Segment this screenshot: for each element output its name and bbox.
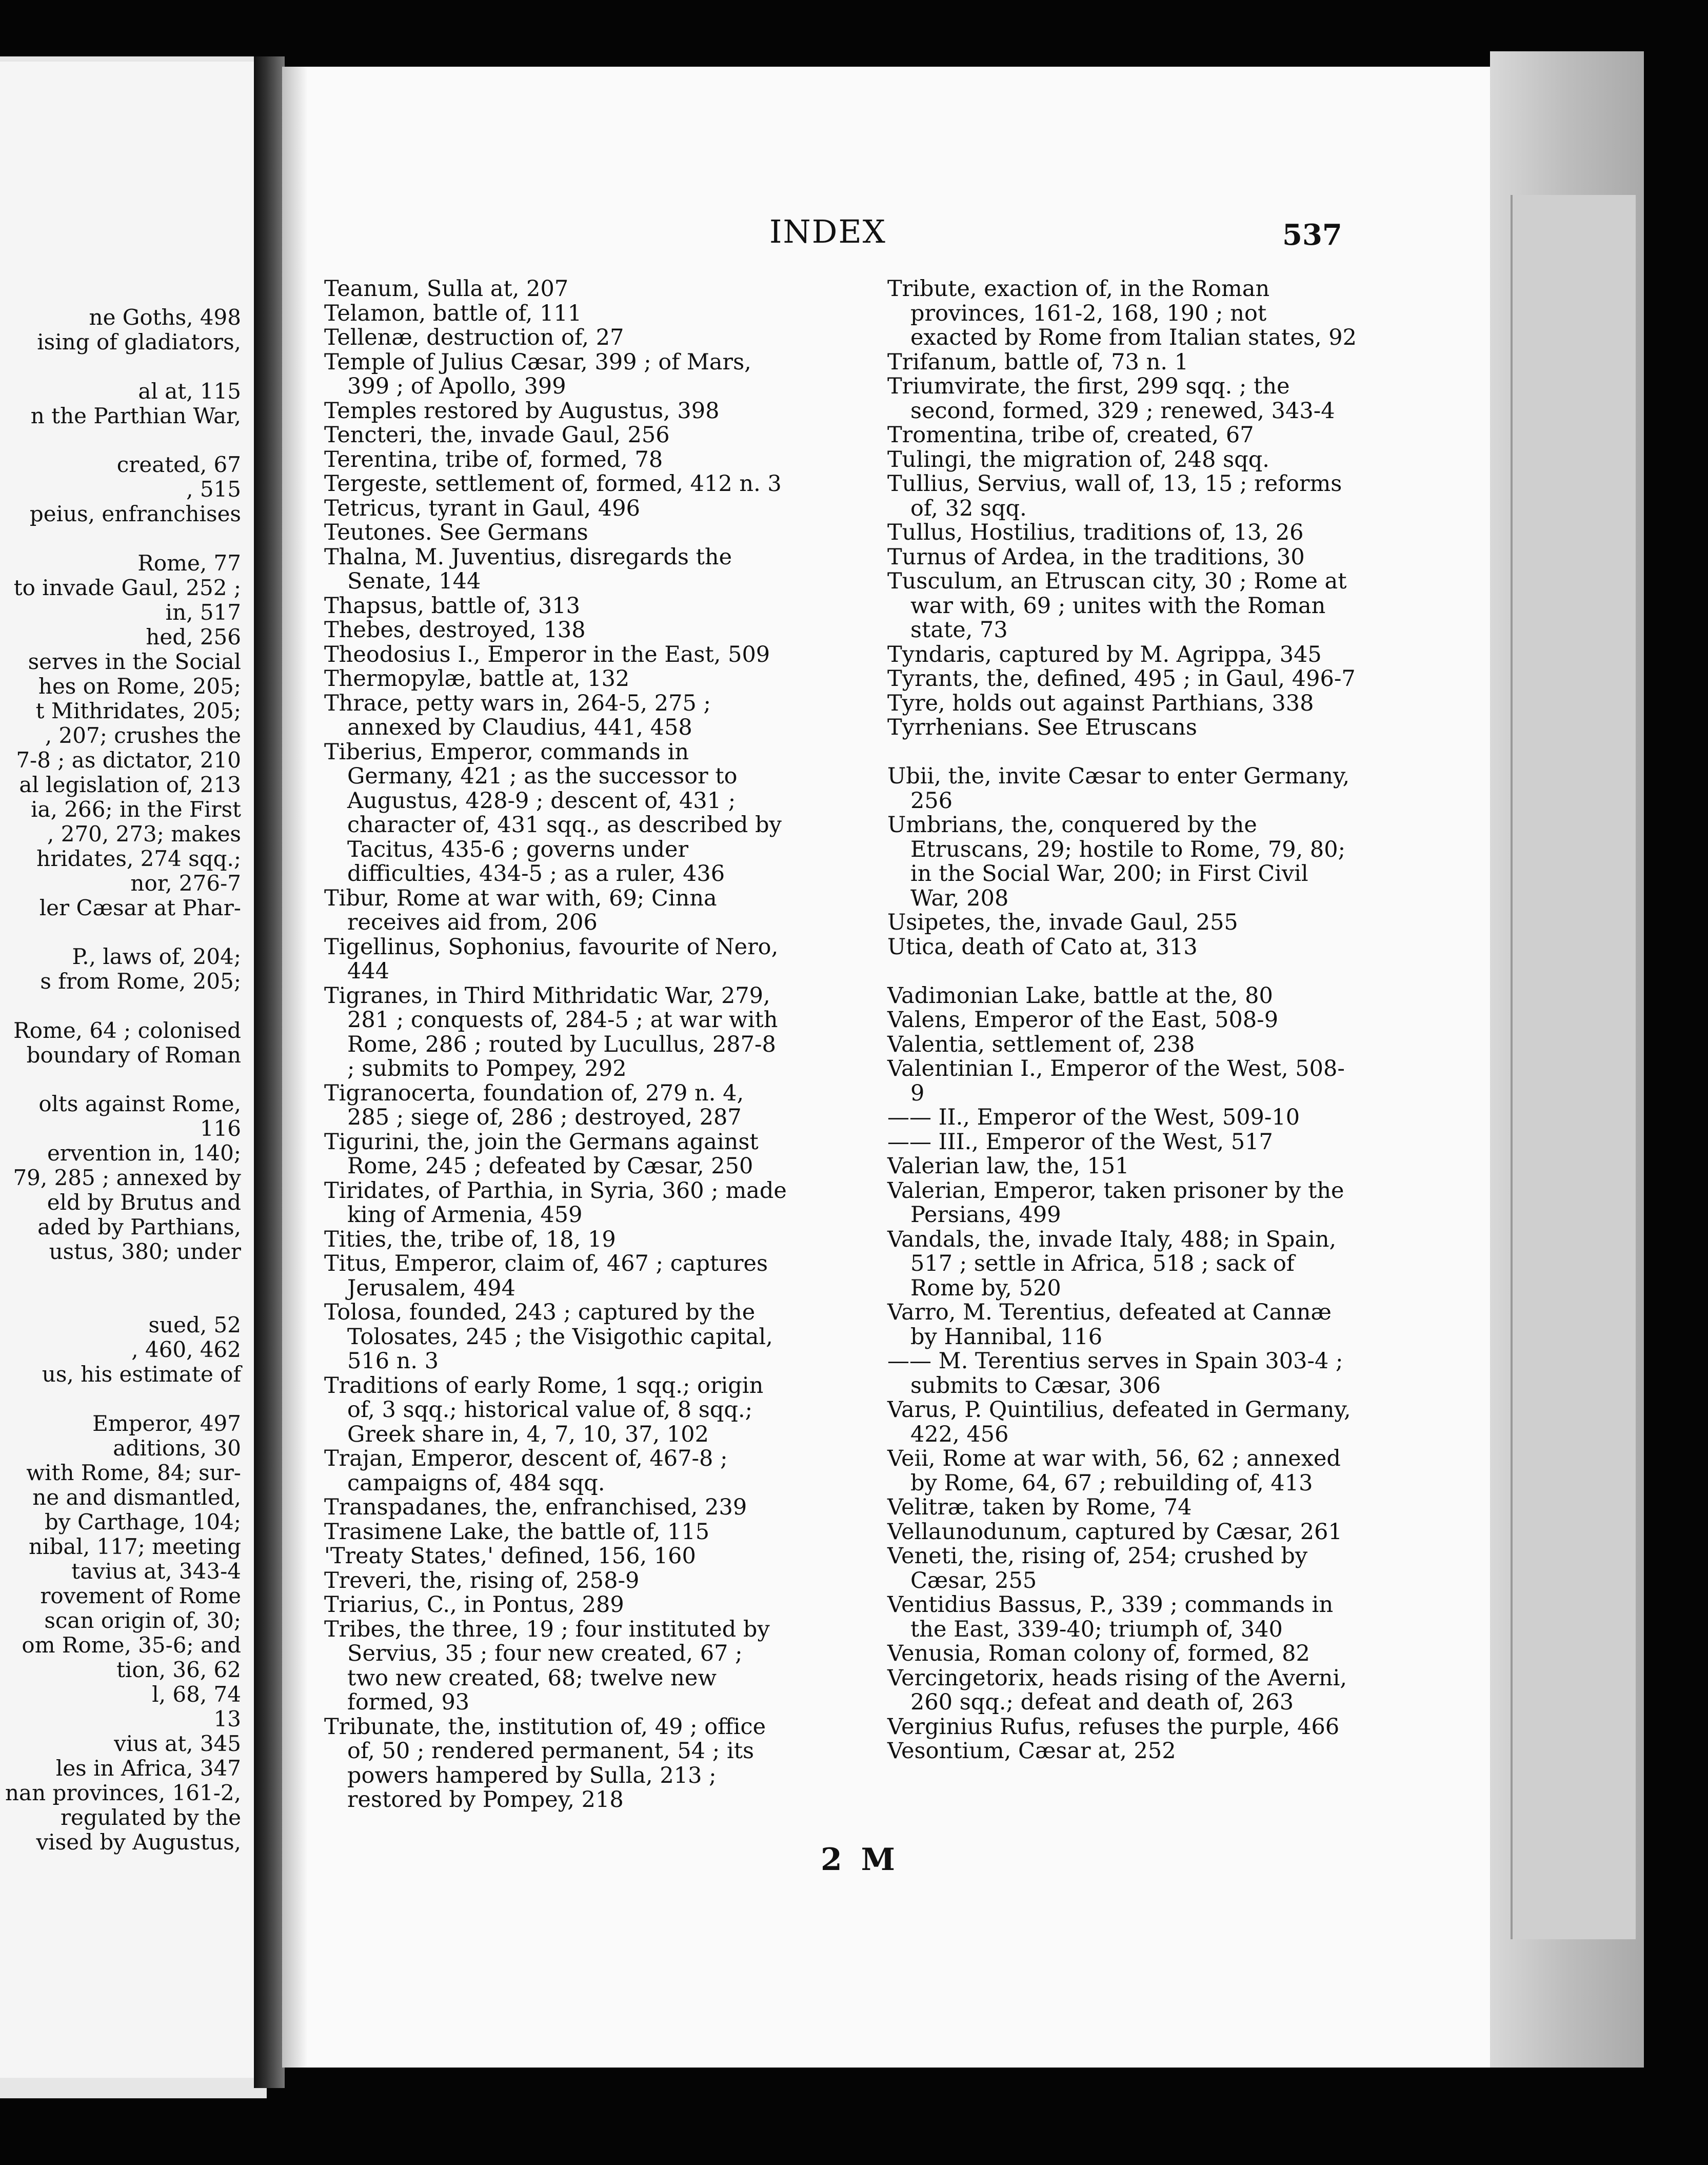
- facing-page-line: ervention in, 140;: [47, 1140, 241, 1166]
- index-entry: Temples restored by Augustus, 398: [324, 398, 720, 424]
- facing-page-line: created, 67: [116, 452, 241, 477]
- index-entry: Varus, P. Quintilius, defeated in Germany, 422, 456: [887, 1397, 1351, 1447]
- index-entry: Treveri, the, rising of, 258-9: [324, 1567, 640, 1593]
- index-column-right: [887, 277, 1357, 1764]
- page-header: [769, 213, 1342, 254]
- facing-page-line: nibal, 117; meeting: [29, 1533, 241, 1559]
- facing-page-line: to invade Gaul, 252 ;: [13, 575, 241, 600]
- facing-page-line: nor, 276-7: [130, 870, 241, 896]
- facing-page-line: l, 68, 74: [152, 1681, 241, 1707]
- index-column-left: [324, 277, 788, 1813]
- facing-page-line: s from Rome, 205;: [40, 969, 241, 994]
- entry-gap: [0, 1387, 241, 1411]
- index-entry: Trajan, Emperor, descent of, 467-8 ; campaigns of, 484 sqq.: [324, 1446, 728, 1496]
- facing-page-line: Emperor, 497: [92, 1410, 241, 1436]
- facing-page-line: 79, 285 ; annexed by: [13, 1165, 241, 1190]
- facing-page-line: al legislation of, 213: [19, 772, 241, 797]
- facing-page-line: scan origin of, 30;: [44, 1607, 241, 1633]
- facing-page-line: n the Parthian War,: [30, 403, 241, 428]
- facing-page-line: nan provinces, 161-2,: [5, 1780, 241, 1805]
- index-entry: Valentinian I., Emperor of the West, 508-9: [887, 1056, 1345, 1106]
- page-shadow: [282, 67, 308, 2068]
- index-entry: Tulingi, the migration of, 248 sqq.: [887, 446, 1269, 473]
- running-title: INDEX: [769, 213, 886, 250]
- index-entry: Veii, Rome at war with, 56, 62 ; annexed by Rome, 64, 67 ; rebuilding of, 413: [887, 1446, 1341, 1496]
- facing-page-line: ustus, 380; under: [49, 1239, 241, 1264]
- index-entry: Tyrants, the, defined, 495 ; in Gaul, 496-7: [887, 666, 1356, 692]
- index-entry: Tiberius, Emperor, commands in Germany, 421 ; as the successor to Augustus, 428-9 ; descent of, 431 ; character of, 431 sqq., as described by Tacitus, 435-6 ; governs under difficulties, 434-5 ; as a ruler, 436: [324, 739, 782, 887]
- index-entry: Titus, Emperor, claim of, 467 ; captures Jerusalem, 494: [324, 1251, 768, 1301]
- facing-page-line: vius at, 345: [114, 1730, 241, 1756]
- index-entry: Triumvirate, the first, 299 sqq. ; the second, formed, 329 ; renewed, 343-4: [887, 373, 1335, 424]
- facing-page-line: with Rome, 84; sur-: [26, 1460, 241, 1485]
- index-entry: Thebes, destroyed, 138: [324, 617, 586, 643]
- index-entry: Tullius, Servius, wall of, 13, 15 ; reforms of, 32 sqq.: [887, 471, 1342, 521]
- facing-page-line: aditions, 30: [113, 1435, 241, 1461]
- page-number: 537: [1282, 218, 1342, 252]
- facing-page-text: [0, 305, 241, 1855]
- index-entry: Tyre, holds out against Parthians, 338: [887, 690, 1314, 716]
- index-entry: Thalna, M. Juventius, disregards the Senate, 144: [324, 544, 732, 594]
- index-entry: Tigurini, the, join the Germans against Rome, 245 ; defeated by Cæsar, 250: [324, 1129, 759, 1179]
- index-entry: —— II., Emperor of the West, 509-10: [887, 1105, 1300, 1130]
- facing-page-line: sued, 52: [148, 1312, 241, 1337]
- index-entry: Umbrians, the, conquered by the Etruscans, 29; hostile to Rome, 79, 80; in the Social War, 200; in First Civil War, 208: [887, 812, 1346, 911]
- index-entry: Tusculum, an Etruscan city, 30 ; Rome at war with, 69 ; unites with the Roman state, 73: [887, 568, 1347, 643]
- index-entry: Traditions of early Rome, 1 sqq.; origin of, 3 sqq.; historical value of, 8 sqq.; Greek share in, 4, 7, 10, 37, 102: [324, 1372, 764, 1447]
- entry-gap: [0, 428, 241, 453]
- index-entry: Tribute, exaction of, in the Roman provinces, 161-2, 168, 190 ; not exacted by Rome from Italian states, 92: [887, 276, 1357, 350]
- index-entry: Tellenæ, destruction of, 27: [324, 325, 624, 350]
- facing-page-line: , 270, 273; makes: [47, 821, 241, 847]
- index-entry: Thermopylæ, battle at, 132: [324, 666, 630, 692]
- book-board: [1511, 195, 1636, 1939]
- facing-page-line: olts against Rome,: [38, 1091, 241, 1116]
- index-entry: Tibur, Rome at war with, 69; Cinna receives aid from, 206: [324, 885, 717, 935]
- facing-page-line: ne Goths, 498: [89, 305, 241, 330]
- index-entry: Tribunate, the, institution of, 49 ; office of, 50 ; rendered permanent, 54 ; its powers hampered by Sulla, 213 ; restored by Pompey, 218: [324, 1714, 766, 1813]
- facing-page-line: , 460, 462: [131, 1337, 241, 1362]
- facing-page-line: tion, 36, 62: [116, 1657, 241, 1682]
- facing-page-line: Rome, 64 ; colonised: [13, 1017, 241, 1043]
- facing-page-line: ising of gladiators,: [37, 329, 241, 355]
- facing-page-line: ia, 266; in the First: [31, 796, 241, 822]
- entry-gap: [887, 959, 1357, 984]
- facing-page-line: , 207; crushes the: [45, 722, 241, 748]
- index-entry: Transpadanes, the, enfranchised, 239: [324, 1494, 747, 1520]
- facing-page-line: rovement of Rome: [40, 1583, 241, 1608]
- facing-page-line: vised by Augustus,: [36, 1829, 241, 1855]
- index-entry: Temple of Julius Cæsar, 399 ; of Mars, 399 ; of Apollo, 399: [324, 349, 751, 399]
- index-entry: Tullus, Hostilius, traditions of, 13, 26: [887, 520, 1304, 545]
- entry-gap: [0, 1289, 241, 1313]
- index-entry: Utica, death of Cato at, 313: [887, 934, 1198, 960]
- index-entry: Vesontium, Cæsar at, 252: [887, 1738, 1176, 1764]
- facing-page-line: les in Africa, 347: [55, 1755, 241, 1781]
- facing-page-line: 13: [213, 1706, 241, 1731]
- index-entry: Velitræ, taken by Rome, 74: [887, 1494, 1192, 1520]
- index-entry: Tigranocerta, foundation of, 279 n. 4, 285 ; siege of, 286 ; destroyed, 287: [324, 1080, 744, 1130]
- facing-page-line: Rome, 77: [137, 550, 241, 576]
- index-entry: Tribes, the three, 19 ; four instituted by Servius, 35 ; four new created, 67 ; two new created, 68; twelve new formed, 93: [324, 1616, 770, 1715]
- index-entry: Thrace, petty wars in, 264-5, 275 ; annexed by Claudius, 441, 458: [324, 690, 711, 740]
- facing-page-line: om Rome, 35-6; and: [22, 1632, 241, 1658]
- index-entry: Tromentina, tribe of, created, 67: [887, 422, 1254, 448]
- facing-page: [0, 62, 254, 2078]
- entry-gap: [0, 994, 241, 1018]
- index-entry: Vadimonian Lake, battle at the, 80: [887, 982, 1273, 1009]
- index-entry: Veneti, the, rising of, 254; crushed by Cæsar, 255: [887, 1543, 1308, 1593]
- book-gutter: [254, 56, 285, 2088]
- facing-page-line: ne and dismantled,: [32, 1484, 241, 1510]
- facing-page-line: by Carthage, 104;: [45, 1509, 241, 1534]
- index-entry: Valens, Emperor of the East, 508-9: [887, 1007, 1279, 1033]
- index-entry: Tigellinus, Sophonius, favourite of Nero, 444: [324, 934, 779, 984]
- index-entry: Vellaunodunum, captured by Cæsar, 261: [887, 1519, 1342, 1545]
- index-entry: Thapsus, battle of, 313: [324, 593, 580, 619]
- index-entry: —— M. Terentius serves in Spain 303-4 ; submits to Cæsar, 306: [887, 1348, 1343, 1399]
- facing-page-line: serves in the Social: [28, 648, 241, 674]
- index-entry: 'Treaty States,' defined, 156, 160: [324, 1543, 696, 1569]
- index-entry: Tyrrhenians. See Etruscans: [887, 715, 1197, 740]
- index-entry: Varro, M. Terentius, defeated at Cannæ by Hannibal, 116: [887, 1300, 1332, 1350]
- entry-gap: [0, 1264, 241, 1289]
- facing-page-line: eld by Brutus and: [47, 1190, 241, 1215]
- facing-page-line: ler Cæsar at Phar-: [39, 895, 241, 920]
- facing-page-line: tavius at, 343-4: [71, 1558, 241, 1584]
- index-entry: Theodosius I., Emperor in the East, 509: [324, 641, 770, 667]
- facing-page-line: 116: [200, 1116, 241, 1141]
- facing-page-line: regulated by the: [60, 1804, 241, 1830]
- index-entry: Vandals, the, invade Italy, 488; in Spain, 517 ; settle in Africa, 518 ; sack of Rome by, 520: [887, 1226, 1337, 1301]
- index-entry: Usipetes, the, invade Gaul, 255: [887, 910, 1238, 935]
- index-entry: Verginius Rufus, refuses the purple, 466: [887, 1714, 1340, 1740]
- index-entry: Trifanum, battle of, 73 n. 1: [887, 349, 1189, 375]
- index-entry: Telamon, battle of, 111: [324, 300, 582, 326]
- entry-gap: [0, 920, 241, 945]
- entry-gap: [0, 1068, 241, 1092]
- index-entry: Terentina, tribe of, formed, 78: [324, 446, 663, 473]
- facing-page-line: hes on Rome, 205;: [38, 673, 241, 699]
- index-entry: Tolosa, founded, 243 ; captured by the Tolosates, 245 ; the Visigothic capital, 516 n. 3: [324, 1300, 773, 1374]
- index-entry: Teanum, Sulla at, 207: [324, 276, 569, 302]
- facing-page-line: boundary of Roman: [26, 1042, 241, 1068]
- index-entry: Teutones. See Germans: [324, 520, 588, 545]
- index-entry: Valentia, settlement of, 238: [887, 1031, 1195, 1057]
- facing-page-line: hridates, 274 sqq.;: [36, 845, 241, 871]
- index-entry: Vercingetorix, heads rising of the Averni, 260 sqq.; defeat and death of, 263: [887, 1665, 1347, 1715]
- facing-page-line: peius, enfranchises: [29, 501, 241, 526]
- index-entry: Ubii, the, invite Cæsar to enter Germany, 256: [887, 763, 1350, 814]
- facing-page-line: P., laws of, 204;: [72, 944, 241, 969]
- index-entry: Tiridates, of Parthia, in Syria, 360 ; made king of Armenia, 459: [324, 1177, 787, 1228]
- facing-page-line: al at, 115: [138, 378, 241, 404]
- facing-page-line: , 515: [186, 477, 241, 502]
- facing-page-line: t Mithridates, 205;: [35, 698, 241, 723]
- index-entry: Tetricus, tyrant in Gaul, 496: [324, 495, 640, 521]
- index-entry: Tyndaris, captured by M. Agrippa, 345: [887, 641, 1322, 667]
- facing-page-line: us, his estimate of: [42, 1362, 241, 1387]
- index-entry: Tities, the, tribe of, 18, 19: [324, 1226, 616, 1252]
- entry-gap: [887, 740, 1357, 765]
- facing-page-line: aded by Parthians,: [37, 1214, 241, 1239]
- index-entry: Turnus of Ardea, in the traditions, 30: [887, 544, 1305, 570]
- index-entry: Valerian law, the, 151: [887, 1153, 1129, 1179]
- index-entry: Triarius, C., in Pontus, 289: [324, 1592, 624, 1618]
- facing-page-line: 7-8 ; as dictator, 210: [16, 747, 241, 773]
- index-entry: Ventidius Bassus, P., 339 ; commands in the East, 339-40; triumph of, 340: [887, 1592, 1334, 1642]
- index-entry: Venusia, Roman colony of, formed, 82: [887, 1641, 1310, 1666]
- index-entry: Valerian, Emperor, taken prisoner by the Persians, 499: [887, 1177, 1344, 1228]
- index-entry: Tigranes, in Third Mithridatic War, 279, 281 ; conquests of, 284-5 ; at war with Rome, 286 ; routed by Lucullus, 287-8 ; submits to Pompey, 292: [324, 982, 778, 1081]
- facing-page-line: hed, 256: [146, 624, 241, 650]
- signature-mark: 2 M: [821, 1842, 900, 1878]
- facing-page-line: in, 517: [165, 599, 241, 625]
- entry-gap: [0, 355, 241, 379]
- index-entry: Tencteri, the, invade Gaul, 256: [324, 422, 670, 448]
- index-entry: —— III., Emperor of the West, 517: [887, 1129, 1273, 1155]
- entry-gap: [0, 526, 241, 551]
- index-entry: Tergeste, settlement of, formed, 412 n. 3: [324, 471, 782, 497]
- index-entry: Trasimene Lake, the battle of, 115: [324, 1519, 710, 1545]
